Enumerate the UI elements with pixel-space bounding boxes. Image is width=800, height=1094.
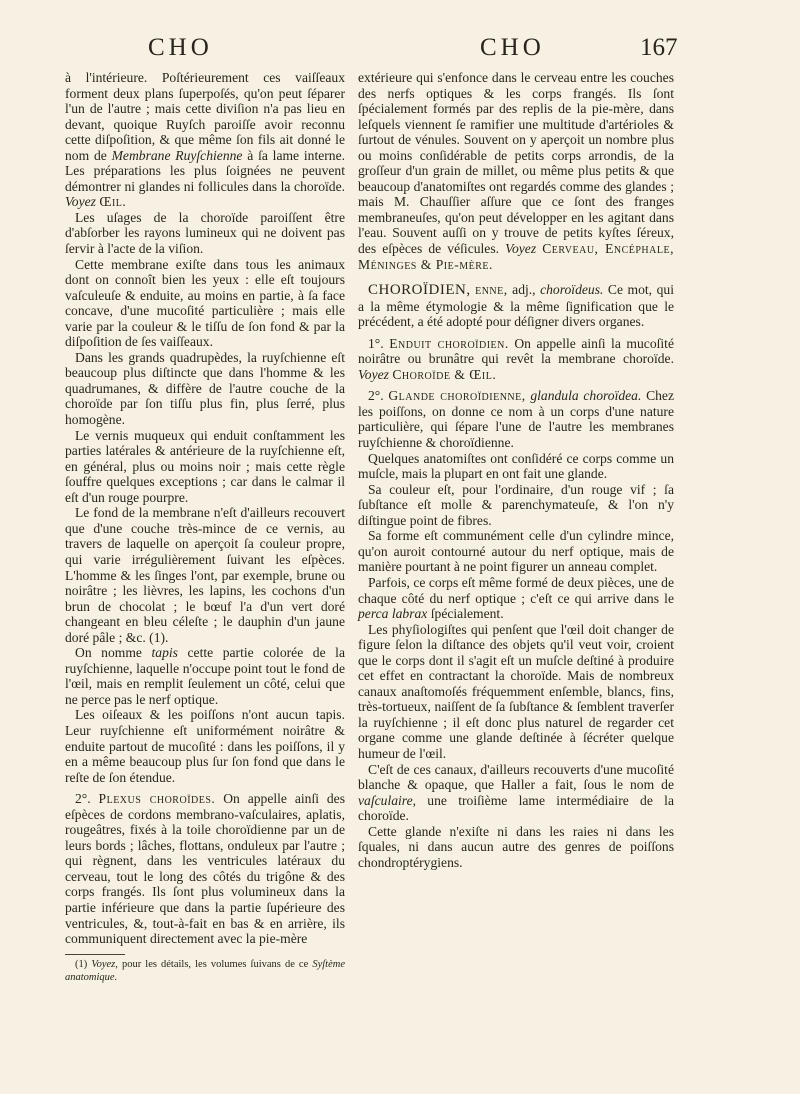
- page-number: 167: [640, 34, 678, 61]
- paragraph: Sa couleur eſt, pour l'ordinaire, d'un rouge vif ; ſa ſubſtance eſt molle & parenchymateuſe, & l'on n'y diſtingue point de fibres.: [358, 481, 674, 528]
- running-head: [0, 34, 800, 64]
- footnote: [65, 958, 345, 984]
- footnote-rule: [65, 954, 125, 955]
- headword: CHOROÏDIEN,: [368, 282, 471, 299]
- subentry-enduit-choroidien: 1°. Enduit choroïdien. On appelle ainſi la mucoſité noirâtre ou brunâtre qui revêt la membrane choroïde. Voyez Choroïde & Œil.: [358, 335, 674, 382]
- paragraph: Les phyſiologiſtes qui penſent que l'œil doit changer de figure ſelon la diſtance des objets qu'il veut voir, croient que le corps dont il s'agit eſt un muſcle deſtiné à produire cet effet en contractant la choroïde. Mais de nombreux canaux anaſtomoſés fréquemment enſemble, blancs, fins, très-tortueux, naiſſent de ſa ſubſtance & ſemblent traverſer la ruyſchienne ; il eſt donc plus naturel de regarder cet organe comme une glande deſtinée à ſécréter quelque humeur de l'œil.: [358, 621, 674, 761]
- paragraph: Quelques anatomiſtes ont conſidéré ce corps comme un muſcle, mais la plupart en ont fait une glande.: [358, 450, 674, 482]
- paragraph: Le vernis muqueux qui enduit conſtamment les parties latérales & antérieure de la ruyſchienne eſt, en général, plus ou moins noir ; mais cette règle ſouffre quelques exceptions ; car dans le calmar il eſt d'un rouge pourpre.: [65, 427, 345, 505]
- paragraph: On nomme tapis cette partie colorée de la ruyſchienne, laquelle n'occupe point tout le fond de l'œil, mais en remplit ſeulement un côté, celui que ne perce pas le nerf optique.: [65, 645, 345, 707]
- paragraph: Cette membrane exiſte dans tous les animaux dont on connoît bien les yeux : elle eſt toujours vaſculeuſe & enduite, au moins en partie, à ſa face concave, d'une mucoſité particulière ; mais elle varie par la couleur & le tiſſu de ſon fond & par la diſpoſition de ſes vaiſſeaux.: [65, 256, 345, 350]
- left-column: [65, 70, 345, 947]
- paragraph: Le fond de la membrane n'eſt d'ailleurs recouvert que d'une couche très-mince de ce vernis, au travers de laquelle on aperçoit ſa couleur propre, qui varie irrégulièrement ſuivant les eſpèces. L'homme & les ſinges l'ont, par exemple, brune ou noirâtre ; les lièvres, les lapins, les cochons d'un brun de chocolat ; le bœuf l'a d'un vert doré changeant en bleu céleſte ; le dauphin d'un jaune doré pâle ; &c. (1).: [65, 505, 345, 645]
- paragraph: C'eſt de ces canaux, d'ailleurs recouverts d'une mucoſité blanche & opaque, que Haller a fait, ſous le nom de vaſculaire, une troiſième lame intermédiaire de la choroïde.: [358, 761, 674, 824]
- running-head-left: CHO: [148, 34, 213, 61]
- paragraph: Cette glande n'exiſte ni dans les raies ni dans les ſquales, ni dans aucun autre des genres de poiſſons chondroptérygiens.: [358, 823, 674, 870]
- paragraph: Dans les grands quadrupèdes, la ruyſchienne eſt beaucoup plus diſtincte que dans l'homme & les quadrumanes, & diffère de l'autre couche de la choroïde par ſon tiſſu plus fin, plus ſerré, plus homogène.: [65, 349, 345, 428]
- paragraph: Les uſages de la choroïde paroiſſent être d'abſorber les rayons lumineux qui ne doivent pas ſervir à l'acte de la viſion.: [65, 209, 345, 257]
- paragraph: Les oiſeaux & les poiſſons n'ont aucun tapis. Leur ruyſchienne eſt uniformément noirâtre & enduite partout de mucoſité : dans les poiſſons, il y en a même beaucoup plus ſur ſon fond que dans le reſte de ſon étendue.: [65, 707, 345, 785]
- subentry-plexus-choroides: 2°. Plexus choroïdes. On appelle ainſi des eſpèces de cordons membrano-vaſculaires, aplatis, rougeâtres, fixés à la toile choroïdienne par un de leurs bords ; lâches, flottans, onduleux par l'autre ; qui règnent, dans les ventricules latéraux du cerveau, tout le long des côtés du trigône & des corps frangés. Ils ſont plus volumineux dans la partie inférieure que dans la partie ſupérieure des ventricules, &, tout-à-fait en bas & en arrière, ils communiquent directement avec la pie-mère: [65, 791, 346, 947]
- subentry-glande-choroidienne: 2°. Glande choroïdienne, glandula choroïdea. Chez les poiſſons, on donne ce nom à un corps d'une nature particulière, qui ſépare l'une de l'autre les membranes ruyſchienne & choroïdienne.: [358, 388, 674, 451]
- entry-choroidien: CHOROÏDIEN, enne, adj., choroïdeus. Ce mot, qui a la même étymologie & la même ſignification que le précédent, a été adopté pour déſigner divers organes.: [358, 282, 674, 330]
- footnote-text: (1) Voyez, pour les détails, les volumes ſuivans de ce Syſtème anatomique.: [65, 959, 345, 983]
- paragraph: à l'intérieure. Poſtérieurement ces vaiſſeaux forment deux plans ſuperpoſés, qu'on peut ſéparer l'un de l'autre ; mais cette diviſion n'a pas lieu en devant, quoique Ruyſch paroiſſe avoir reconnu cette diſpoſition, & que même ſon fils ait donné le nom de Membrane Ruyſchienne à ſa lame interne. Les préparations les plus ſoignées ne peuvent démontrer ni glandes ni follicules dans la choroïde. Voyez Œil.: [65, 70, 346, 210]
- paragraph: Sa forme eſt communément celle d'un cylindre mince, qu'on auroit contourné autour du nerf optique, mais de manière pourtant à ne point figurer un anneau complet.: [358, 528, 674, 575]
- right-column: [358, 70, 674, 870]
- paragraph: extérieure qui s'enfonce dans le cerveau entre les couches des nerfs optiques & les corps frangés. Ils ſont ſpécialement formés par des replis de la pie-mère, dans leſquels viennent ſe ramifier une multitude d'artérioles & ſurtout de vénules. Souvent on y aperçoit un nombre plus ou moins conſidérable de petits corps arrondis, de la groſſeur d'un grain de millet, ou même plus petits & que beaucoup d'anatomiſtes ont regardés comme des glandes ; mais M. Chauſſier aſſure que ce ſont des franges membraneuſes, qu'on peut développer en les agitant dans l'eau. Souvent auſſi on y trouve de petits kyſtes ſéreux, des eſpèces de véſicules. Voyez Cerveau, Encéphale, Méninges & Pie-mère.: [358, 70, 674, 272]
- paragraph: Parfois, ce corps eſt même formé de deux pièces, une de chaque côté du nerf optique ; c'eſt ce qui arrive dans le perca labrax ſpécialement.: [358, 574, 674, 622]
- running-head-right: CHO: [480, 34, 545, 61]
